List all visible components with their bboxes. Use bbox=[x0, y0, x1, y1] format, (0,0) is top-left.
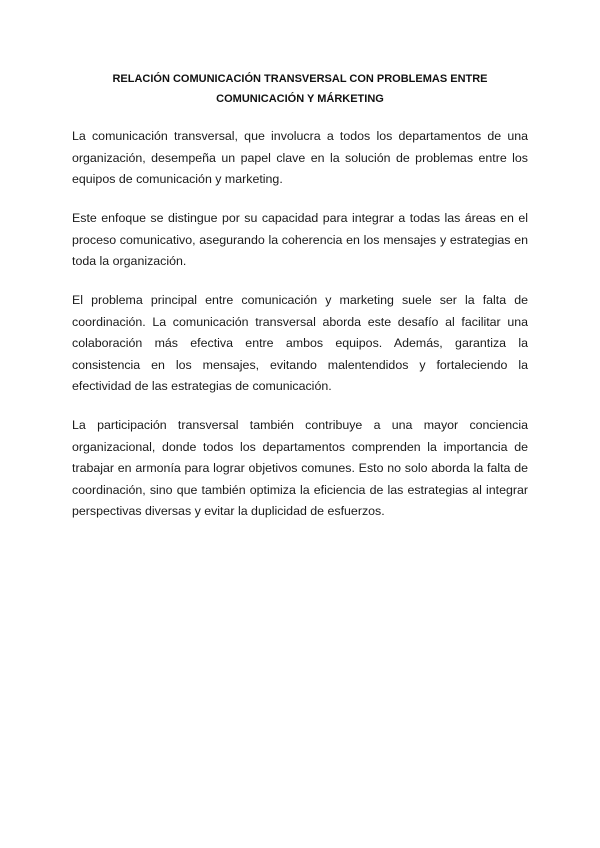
title-line-1: RELACIÓN COMUNICACIÓN TRANSVERSAL CON PROBLEMAS ENTRE bbox=[112, 73, 488, 85]
title-line-2: COMUNICACIÓN Y MÁRKETING bbox=[216, 92, 384, 105]
paragraph-2: Este enfoque se distingue por su capacidad para integrar a todas las áreas en el proceso comunicativo, asegurando la coherencia en los mensajes y estrategias en toda la organización. bbox=[72, 211, 528, 268]
paragraph-3: El problema principal entre comunicación y marketing suele ser la falta de coordinación. La comunicación transversal aborda este desafío al facilitar una colaboración más efectiva entre ambos equipos. Además, garantiza la consistencia en los mensajes, evitando malentendidos y fortaleciendo la efectividad de las estrategias de comunicación. bbox=[72, 293, 528, 393]
document-body bbox=[72, 126, 528, 540]
paragraph-4: La participación transversal también contribuye a una mayor conciencia organizacional, donde todos los departamentos comprenden la importancia de trabajar en armonía para lograr objetivos comunes. Esto no solo aborda la falta de coordinación, sino que también optimiza la eficiencia de las estrategias al integrar perspectivas diversas y evitar la duplicidad de esfuerzos. bbox=[72, 418, 528, 518]
paragraph-1: La comunicación transversal, que involucra a todos los departamentos de una organización, desempeña un papel clave en la solución de problemas entre los equipos de comunicación y marketing. bbox=[72, 129, 528, 186]
document-title bbox=[72, 70, 528, 109]
